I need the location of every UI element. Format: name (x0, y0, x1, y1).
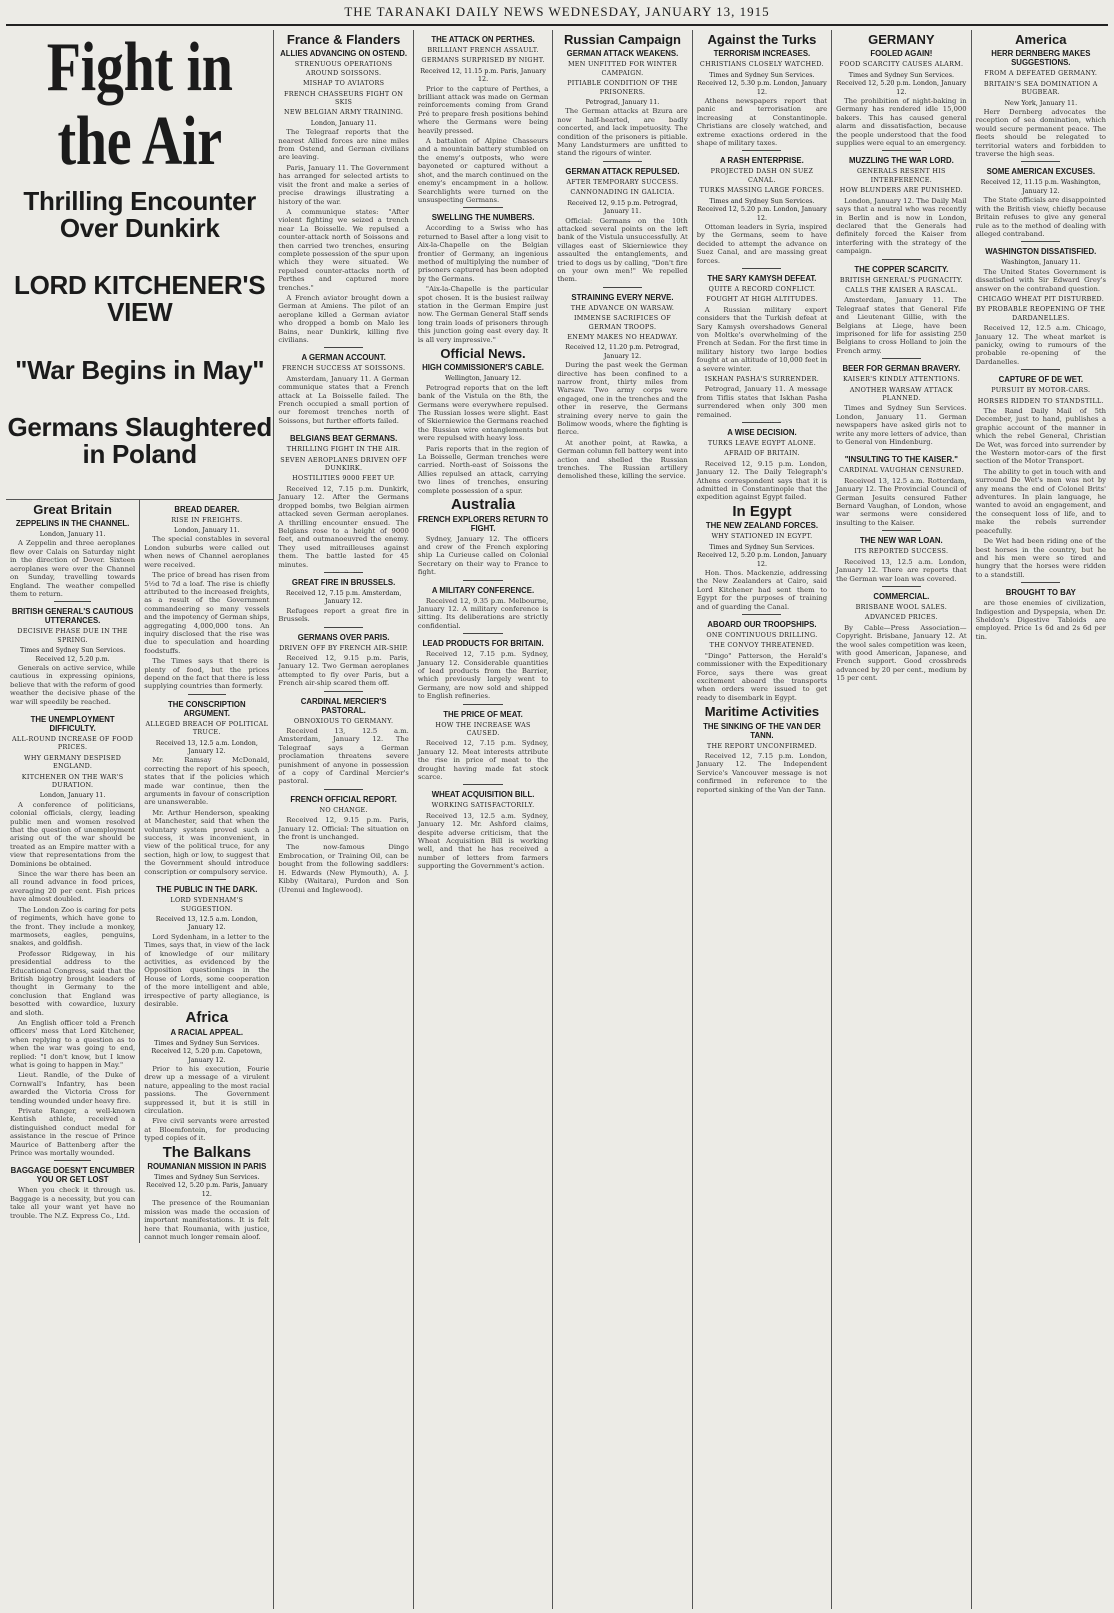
divider (188, 694, 226, 695)
subheading: ONE CONTINUOUS DRILLING. (706, 630, 818, 639)
divider (742, 614, 781, 615)
advert-heading: BROUGHT TO BAY (1005, 588, 1076, 598)
subheading: KITCHENER ON THE WAR'S DURATION. (21, 772, 124, 790)
article-text: Paris reports that in the region of La Boisselle, German trenches were carried. North-east of Soissons the Allies repulsed an attack, carrying two lines of trenches, ensuring complete possession of a spur. (417, 444, 549, 495)
article-text: Received 12, 7.15 p.m. Sydney, January 12. Meat interests attribute the rise in price of meat to the drought having made fat stock scarce. (417, 739, 549, 782)
article-text: A Zeppelin and three aeroplanes flew over Calais on Saturday night in the direction of Dover. Sixteen aeroplanes were over the Channel on Sunday, travelling towards England. The weather compelled them to return. (10, 539, 136, 598)
article-heading: GREAT FIRE IN BRUSSELS. (291, 577, 396, 587)
america-column (971, 30, 1110, 1609)
article-text: The Telegraaf reports that the nearest Allied forces are nine miles from Ostend, and German civilians are leaving. (278, 128, 409, 162)
article-heading: A WISE DECISION. (727, 428, 797, 438)
article-text: Received 12, 9.35 p.m. Melbourne, January 12. A military conference is sitting. Its deliberations are strictly confidential. (417, 596, 549, 630)
article-text: "Aix-la-Chapelle is the particular spot chosen. It is the busiest railway station in the German Empire just now. The German General Staff sends long train loads of prisoners through this junction going east every day. It is all very impressive." (417, 285, 549, 344)
columns (6, 30, 1110, 1609)
divider (882, 150, 921, 151)
article-text: A communique states: "After violent fighting we seized a trench near La Boisselle. We repulsed a counter-attack north of Soissons and then carried two trenches, ensuring complete possession of the spur upon which they were situated. We repulsed counter-attacks north of Perthes and captured more trenches." (278, 207, 409, 292)
article-text: Professor Ridgeway, in his presidential address to the Educational Congress, said that the British bigotry brought leaders of thought in Germany to the conclusion that England was besotted with cowardice, luxury and sloth. (10, 949, 136, 1017)
section-heading: Russian Campaign (563, 32, 681, 47)
article-text: Received 13, 12.5 a.m. London, January 12. There are reports that the German war loan was covered. (836, 557, 967, 583)
article-text: Amsterdam, January 11. A German communique states that a French attack at La Boisselle failed. The French occupied a small portion of our foremost trenches north of Soissons, but further efforts failed. (278, 374, 409, 425)
subheading: BY PROBABLE REOPENING OF THE DARDANELLES. (976, 305, 1106, 322)
article-text: Since the war there has been an all round advance in food prices, averaging 20 per cent. Fish prices have almost doubled. (10, 870, 136, 904)
divider (463, 784, 502, 785)
article-heading: GERMAN ATTACK WEAKENS. (566, 49, 679, 59)
article-text: "Dingo" Patterson, the Herald's commissioner with the Expeditionary Force, says there was great excitement aboard the transports when orders were issued to get ready to disembark in Egypt. (696, 651, 828, 702)
article-heading: FRENCH OFFICIAL REPORT. (290, 794, 397, 804)
subheading: LORD SYDENHAM'S SUGGESTION. (170, 896, 244, 913)
dateline: Washington, January 11. (1001, 258, 1081, 267)
section-heading: France & Flanders (286, 32, 401, 47)
subheading: CHRISTIANS CLOSELY WATCHED. (699, 60, 824, 69)
article-text: Amsterdam, January 11. The Telegraaf states that General Fife and Lieutenant Gillie, with the Belgians at Liege, have been imprisoned for life for assisting 250 Belgians to cross Holland to join the French army. (836, 296, 967, 355)
subheading: TURKS LEAVE EGYPT ALONE. (707, 439, 817, 448)
article-heading: CARDINAL MERCIER'S PASTORAL. (300, 696, 387, 715)
subheading: ITS REPORTED SUCCESS. (854, 547, 949, 556)
divider (324, 347, 363, 348)
subheading: ENEMY MAKES NO HEADWAY. (567, 332, 678, 341)
article-text: The United States Government is dissatisfied with Sir Edward Grey's answer on the contraband question. (975, 267, 1107, 293)
article-text: Mr. Arthur Henderson, speaking at Manchester, said that when the voluntary system proved such a success, it was inconvenient, in view of the political truce, for any section, high or low, to suggest that the Government should introduce conscription or compulsory service. (144, 808, 270, 876)
deck-4: Germans Slaughtered in Poland (7, 412, 272, 470)
masthead: THE TARANAKI DAILY NEWS WEDNESDAY, JANUARY 13, 1915 (6, 0, 1108, 26)
article-text: During the past week the German directive has been confined to a narrow front, thirty miles from Warsaw. Two army corps were engaged, one in the trenches and the other in reserve, the Germans straining every nerve to gain the Bolimow woods, where the fighting is fierce. (557, 361, 688, 437)
article-text: Sydney, January 12. The officers and crew of the French exploring ship La Curieuse called on Colonial Secretary on their way to France to fight. (417, 534, 549, 577)
article-text: Ottoman leaders in Syria, inspired by the Germans, seem to have decided to attempt the advance on Suez Canal, and are massing great forces. (696, 222, 828, 265)
article-heading: THE ATTACK ON PERTHES. (431, 35, 535, 44)
subheading: BRILLIANT FRENCH ASSAULT. (427, 46, 539, 54)
dateline: Received 12, 11.15 p.m. Paris, January 12. (420, 66, 546, 84)
subheading: OBNOXIOUS TO GERMANY. (293, 716, 394, 725)
article-text: Private Ranger, a well-known Kentish athlete, received a distinguished conduct medal for assistance in the rescue of Prince Maurice of Battenberg after the Prince was mortally wounded. (10, 1107, 136, 1158)
article-text: De Wet had been riding one of the best horses in the country, but he and his men were so tired and hungry that the horses were ridden to a standstill. (975, 537, 1107, 579)
article-text: Petrograd, January 11. A message from Tiflis states that Iskhan Pasha surrendered when only 300 men remained. (696, 385, 828, 419)
subheading: AFTER TEMPORARY SUCCESS. (566, 177, 679, 186)
article-text: Received 12, 7.15 p.m. Sydney, January 12. Considerable quantities of lead products from the Barrier, which previously largely went to Germany, are now sold and shipped to English refineries. (417, 650, 549, 701)
dateline: Times and Sydney Sun Services. Received 12, 5.20 p.m. London, January 12. (697, 542, 827, 568)
article-text: Prior to his execution, Fourie drew up a message of a virulent nature, appealing to the most racial passions. The Government suppressed it, but it is still in circulation. (144, 1065, 270, 1116)
article-text: The price of bread has risen from 5½d to 7d a loaf. The rise is chiefly attributed to the increased freights, as a result of the Government commandeering so many vessels and the impotency of German ships, aggregating 4,000,000 tons. An inquiry disclosed that the rise was due to speculation and hoarding foodstuffs. (144, 571, 270, 655)
dateline: Received 13, 12.5 a.m. London, January 12. (155, 914, 258, 932)
section-heading: Maritime Activities (704, 704, 820, 720)
subheading: CHICAGO WHEAT PIT DISTURBED. (977, 294, 1105, 303)
article-text: Generals on active service, while cautious in expressing opinions, believe that with the reform of good weather the decisive phase of the war will speedily be reached. (10, 663, 136, 706)
article-text: Times and Sydney Sun Services. London, January 11. German newspapers have asked girls not to write any more letters of advice, than to General von Hindenburg. (836, 404, 967, 447)
subheading: AFRAID OF BRITAIN. (724, 449, 800, 458)
article-text: Received 12, 9.15 p.m. London, January 12. The Daily Telegraph's Athens correspondent says that it is admitted in Constantinople that the expedition against Egypt failed. (696, 459, 828, 502)
article-heading: A MILITARY CONFERENCE. (431, 585, 535, 595)
subheading: FRENCH SUCCESS AT SOISSONS. (281, 364, 406, 373)
great-britain-column (6, 500, 139, 1244)
article-heading: HERR DERNBERG MAKES SUGGESTIONS. (991, 49, 1091, 68)
article-text: Refugees report a great fire in Brussels. (278, 606, 409, 624)
article-text: The special constables in several London suburbs were called out when news of Channel aeroplanes were received. (144, 535, 270, 569)
dateline: London, January 11. (39, 530, 106, 539)
article-text: Official: Germans on the 10th attacked several points on the left bank of the Vistula unsuccessfully. At villages east of Skierniewice they assaulted the entanglements, and tried to dogs us by calling, "Don't fire on your own men!" We repelled them. (557, 216, 688, 284)
article-heading: ALLIES ADVANCING ON OSTEND. (280, 49, 408, 59)
article-text: Received 13, 12.5 a.m. Rotterdam, January 12. The Provincial Council of German Jesuits censured Father Bernard Vaughan, of London, whose war sermons were considered insulting to the Kaiser. (836, 476, 967, 527)
divider (882, 449, 921, 450)
article-text: At another point, at Rawka, a German column fell battery went into action and shelled the Russian trenches. The Russian artillery demolished these, killing the service. (557, 438, 688, 481)
article-text: By Cable—Press Association—Copyright. Brisbane, January 12. At the wool sales competition was keen, with good American, Japanese, and French support. Good crossbreds advanced by 20 per cent., medium by 15 per cent. (836, 623, 967, 683)
article-text: Paris, January 11. The Government has arranged for selected artists to visit the front and make a series of precise drawings illustrating a history of the war. (278, 163, 409, 206)
front-column (6, 30, 273, 1609)
article-text: A conference of politicians, colonial officials, clergy, leading public men and women resolved that the question of unemployment arising out of the war should be treated as an Empire matter with a view that representations from the Dominions be obtained. (10, 800, 136, 868)
subheading: ISKHAN PASHA'S SURRENDER. (704, 375, 820, 383)
dateline: Times and Sydney Sun Services. Received 12, 5.20 p.m. London, January 12. (697, 196, 827, 222)
subheading: HORSES RIDDEN TO STANDSTILL. (977, 396, 1104, 405)
article-text: The presence of the Roumanian mission was made the occasion of important manifestations. It is felt here that Roumania, with justice, cannot much longer remain aloof. (144, 1199, 270, 1241)
divider (882, 358, 921, 359)
subheading: DECISIVE PHASE DUE IN THE SPRING. (17, 627, 128, 644)
article-heading: THE UNEMPLOYMENT DIFFICULTY. (30, 714, 115, 733)
subheading: CANNONADING IN GALICIA. (570, 188, 675, 197)
section-heading: GERMANY (868, 32, 935, 47)
article-heading: THE COPPER SCARCITY. (854, 264, 949, 274)
dateline: Times and Sydney Sun Services. Received 12, 5.20 p.m. Capetown, January 12. (151, 1038, 263, 1064)
subheading: HOSTILITIES 9000 FEET UP. (292, 474, 396, 483)
article-heading: A RASH ENTERPRISE. (720, 156, 804, 166)
article-heading: MUZZLING THE WAR LORD. (848, 156, 954, 166)
divider (742, 422, 781, 423)
section-heading: The Balkans (162, 1143, 251, 1161)
dateline: Received 12, 11.20 p.m. Petrograd, January 12. (565, 343, 680, 360)
article-text: Received 12, 12.5 a.m. Chicago, January 12. The wheat market is panicky, owing to rumours of the probable re-opening of the Dardanelles. (975, 324, 1107, 366)
divider (882, 259, 921, 260)
article-heading: SWELLING THE NUMBERS. (431, 213, 535, 223)
subheading: GERMANS SURPRISED BY NIGHT. (421, 56, 545, 65)
dateline: Wellington, January 12. (445, 374, 522, 383)
divider (324, 428, 363, 429)
subheading: BRISBANE WOOL SALES. (855, 602, 948, 611)
deck-3: "War Begins in May" (15, 354, 265, 385)
divider (188, 879, 226, 880)
article-text: London, January 12. The Daily Mail says that a neutral who was recently in Berlin and is now in London, declared that the Generals had definitely forced the Kaiser from interfering with the strategy of the campaign. (836, 196, 967, 256)
subheading: THE REPORT UNCONFIRMED. (706, 741, 817, 750)
france-flanders-column (273, 30, 412, 1609)
subheading: DRIVEN OFF BY FRENCH AIR-SHIP. (279, 643, 409, 652)
subheading: CARDINAL VAUGHAN CENSURED. (839, 466, 964, 475)
subheading: QUITE A RECORD CONFLICT. (708, 284, 816, 293)
divider (324, 691, 363, 692)
subheading: FRENCH CHASSEURS FIGHT ON SKIS (283, 89, 404, 107)
dateline: Petrograd, January 11. (585, 98, 660, 107)
article-heading: "INSULTING TO THE KAISER." (844, 455, 958, 465)
subheading: RISE IN FREIGHTS. (171, 515, 243, 524)
article-text: The German attacks at Bzura are now half-hearted, are badly concerted, and lack impetuosity. The condition of the prisoners is pitiable. Many Landsturmers are unfitted to stand the rigours of winter. (557, 107, 688, 158)
subheading: IMMENSE SACRIFICES OF GERMAN TROOPS. (573, 314, 672, 331)
russian-campaign-column (552, 30, 691, 1609)
dateline: Received 12, 7.15 p.m. Amsterdam, January 12. (285, 588, 402, 606)
main-headline: Fight in the Air (46, 30, 233, 180)
divider (463, 704, 502, 705)
subheading: PROJECTED DASH ON SUEZ CANAL. (710, 167, 814, 184)
article-text: Lieut. Randle, of the Duke of Cornwall's Infantry, has been awarded the Victoria Cross for tending wounded under heavy fire. (10, 1071, 136, 1105)
against-turks-column (692, 30, 831, 1609)
article-heading: THE CONSCRIPTION ARGUMENT. (168, 699, 246, 718)
subheading: NEW BELGIAN ARMY TRAINING. (284, 108, 404, 117)
article-text: Received 12, 7.15 p.m. Dunkirk, January 12. After the Germans dropped bombs, two Belgian airmen attacked seven German aeroplanes. A thrilling encounter ensued. The Belgians rose to a height of 9000 feet, and outmanoeuvred the enemy. They used mitrailleuses against them. The battle lasted for 45 minutes. (278, 484, 409, 569)
subheading: GENERALS RESENT HIS INTERFERENCE. (857, 167, 946, 184)
dateline: Received 13, 12.5 a.m. London, January 12. (155, 738, 258, 756)
article-heading: THE PRICE OF MEAT. (443, 709, 523, 719)
article-heading: FRENCH EXPLORERS RETURN TO FIGHT. (417, 514, 549, 533)
article-heading: BEER FOR GERMAN BRAVERY. (842, 364, 961, 374)
article-text: Athens newspapers report that panic and terrorisation are increasing at Constantinople. Christians are closely watched, and extreme exactions ordered in the shape of military taxes. (696, 97, 828, 148)
subheading: NO CHANGE. (319, 805, 368, 814)
subheading: ALL-ROUND INCREASE OF FOOD PRICES. (12, 734, 134, 752)
article-heading: ABOARD OUR TROOPSHIPS. (707, 619, 817, 629)
dateline: London, January 11. (310, 118, 377, 127)
divider (1021, 582, 1060, 583)
article-heading: GERMANS OVER PARIS. (297, 632, 390, 642)
divider (54, 1160, 92, 1161)
article-heading: LEAD PRODUCTS FOR BRITAIN. (422, 639, 544, 649)
divider (324, 572, 363, 573)
divider (463, 207, 502, 208)
deck-1: Thrilling Encounter Over Dunkirk (23, 185, 257, 243)
dateline: New York, January 11. (1004, 98, 1078, 107)
article-heading: A GERMAN ACCOUNT. (301, 353, 386, 363)
subheading: FOUGHT AT HIGH ALTITUDES. (706, 295, 818, 304)
divider (742, 150, 781, 151)
divider (463, 580, 502, 581)
subheading: PURSUIT BY MOTOR-CARS. (991, 386, 1091, 395)
divider (54, 709, 92, 710)
subheading: KAISER'S KINDLY ATTENTIONS. (842, 375, 960, 384)
deck-2: LORD KITCHENER'S VIEW (14, 270, 266, 328)
divider (603, 161, 642, 162)
section-heading: Africa (185, 1009, 229, 1027)
section-heading: Official News. (440, 346, 526, 361)
dateline: Times and Sydney Sun Services. Received 12, 5.20 p.m. (19, 646, 126, 663)
dateline: Received 12, 9.15 p.m. Petrograd, January 11. (567, 198, 678, 216)
divider (1021, 161, 1060, 162)
subheading: MEN UNFITTED FOR WINTER CAMPAIGN. (567, 60, 678, 77)
subheading: THE CONVOY THREATENED. (709, 641, 815, 650)
article-heading: BELGIANS BEAT GERMANS. (289, 434, 398, 444)
subheading: ADVANCED PRICES. (864, 613, 938, 622)
divider (603, 287, 642, 288)
article-heading: CAPTURE OF DE WET. (998, 375, 1084, 385)
article-heading: GERMAN ATTACK REPULSED. (565, 166, 680, 176)
divider (882, 530, 921, 531)
article-text: An English officer told a French officers' mess that Lord Kitchener, when replying to a question as to when the war was going to end, replied: "I don't know, but I know what is going to happen in May." (10, 1018, 136, 1070)
article-text: A battalion of Alpine Chasseurs and a mountain battery stumbled on the enemy's outposts, who were bayoneted or captured without a shot, and the march continued on the enemy's encampment in a hollow. Searchlights were turned on the unsuspecting Germans. (417, 137, 549, 204)
article-text: Received 12, 9.15 p.m. Paris, January 12. Official: The situation on the front is unchanged. (278, 816, 409, 842)
article-text: The ability to get in touch with and surround De Wet's men was not by any means the end of Colonel Brits' adventures. In plain language, he wanted to avoid an engagement, and the consequent loss of life, and to make the rebels surrender peacefully. (975, 467, 1107, 535)
article-heading: A RACIAL APPEAL. (170, 1027, 244, 1037)
section-heading: Australia (450, 496, 516, 514)
advert-text: When you check it through us. Baggage is a necessity, but you can take all your want yet have no trouble. The N.Z. Express Co., Ltd. (10, 1186, 136, 1220)
article-text: Lord Sydenham, in a letter to the Times, says that, in view of the lack of knowledge of our military activities, as evidenced by the Opposition questionings in the House of Lords, some cooperation of the more intelligent and able, irrespective of party allegiance, is desirable. (144, 932, 270, 1008)
article-text: Hon. Thos. Mackenzie, addressing the New Zealanders at Cairo, said Lord Kitchener had sent them to Egypt for the purposes of training and of guarding the Canal. (696, 568, 828, 611)
article-text: The State officials are disappointed with the British view, chiefly because Britain refuses to give any general rule as to the method of dealing with alleged contraband. (975, 196, 1107, 238)
subheading: BRITISH GENERAL'S PUGNACITY. (839, 275, 963, 284)
article-heading: THE SINKING OF THE VAN DER TANN. (703, 721, 821, 740)
subheading: BRITAIN'S SEA DOMINATION A BUGBEAR. (983, 79, 1098, 97)
article-text: Mr. Ramsay McDonald, correcting the report of his speech, states that if the policies which made war continue, then the arguments in favour of conscription are unanswerable. (144, 756, 270, 807)
subheading: WORKING SATISFACTORILY. (431, 801, 535, 810)
article-text: Received 12, 7.15 p.m. London, January 12. The Independent Service's Vancouver message is not confirmed in reference to the reported sinking of the Van der Tann. (696, 752, 828, 794)
dateline: Times and Sydney Sun Services. Received 12, 5.30 p.m. London, January 12. (697, 70, 827, 96)
dateline: Received 12, 11.15 p.m. Washington, January 12. (980, 178, 1101, 195)
article-text: Received 13, 12.5 a.m. Amsterdam, January 12. The Telegraaf says a German proclamation threatens severe punishment of anyone in possession of a copy of Cardinal Mercier's pastoral. (278, 727, 409, 786)
article-heading: THE NEW WAR LOAN. (859, 536, 943, 546)
divider (742, 268, 781, 269)
subheading: FROM A DEFEATED GERMANY. (984, 69, 1098, 78)
subheading: FOOD SCARCITY CAUSES ALARM. (839, 60, 964, 69)
dateline: London, January 11. (39, 791, 106, 800)
subheading: ANOTHER WARSAW ATTACK PLANNED. (849, 385, 953, 402)
article-heading: BREAD DEARER. (174, 504, 240, 514)
article-text: Five civil servants were arrested at Bloemfontein, for producing typed copies of it. (144, 1117, 270, 1143)
article-text: A French aviator brought down a German at Amiens. The pilot of an aeroplane killed a German aviator who dropped a bomb on Malo les Bains, near Dunkirk, killing five civilians. (278, 293, 409, 344)
article-text: The prohibition of night-baking in Germany has rendered idle 15,000 bakers. This has caused general alarm and dissatisfaction, because the people understood that the food supplies were equal to an emergency. (836, 97, 967, 148)
dateline: Times and Sydney Sun Services. Received 12, 5.20 p.m. Paris, January 12. (146, 1173, 268, 1198)
subheading: WHY GERMANY DESPISED ENGLAND. (24, 753, 122, 771)
subheading: THRILLING FIGHT IN THE AIR. (286, 445, 401, 454)
divider (324, 789, 363, 790)
article-text: Received 13, 12.5 a.m. Sydney, January 12. Mr. Ashford claims, despite adverse criticism, that the Wheat Acquisition Bill is working well, and that he has received a number of letters from farmers supporting the Government's action. (417, 811, 549, 871)
bread-column (139, 500, 273, 1244)
article-text: The Times says that there is plenty of food, but the prices depend on the fact that there is less supplying countries than formerly. (144, 657, 270, 691)
subheading: ALLEGED BREACH OF POLITICAL TRUCE. (145, 719, 269, 737)
subheading: PITIABLE CONDITION OF THE PRISONERS. (567, 79, 678, 96)
dateline: Times and Sydney Sun Services. Received 12, 5.20 p.m. London, January 12. (836, 70, 967, 96)
subheading: HOW THE INCREASE WAS CAUSED. (435, 720, 531, 737)
article-heading: BRITISH GENERAL'S CAUTIOUS UTTERANCES. (11, 607, 134, 626)
advert-text: The now-famous Dingo Embrocation, or Training Oil, can be bought from the following saddlers: H. Edwards (New Plymouth), A. J. Kibby (Waitara), Purdon and Son (Urenui and Inglewood). (278, 843, 409, 894)
article-heading: WASHINGTON DISSATISFIED. (985, 247, 1097, 257)
germany-column (831, 30, 970, 1609)
article-heading: THE NEW ZEALAND FORCES. (705, 521, 819, 531)
article-heading: ZEPPELINS IN THE CHANNEL. (15, 519, 130, 529)
article-heading: TERRORISM INCREASES. (713, 49, 811, 59)
perthes-column (413, 30, 552, 1609)
article-heading: WHEAT ACQUISITION BILL. (431, 790, 535, 800)
subheading: HOW BLUNDERS ARE PUNISHED. (839, 186, 963, 195)
divider (882, 586, 921, 587)
article-heading: THE PUBLIC IN THE DARK. (156, 885, 258, 895)
section-heading: In Egypt (732, 502, 792, 520)
divider (1021, 241, 1060, 242)
advert-heading: BAGGAGE DOESN'T ENCUMBER YOU OR GET LOST (10, 1166, 135, 1185)
article-text: The Rand Daily Mail of 5th December, just to hand, publishes a graphic account of the manner in which the rebel General, Christian De Wet, was forced into surrender by the Western motor-cars of the first section of the Motor Transport. (975, 407, 1107, 466)
subheading: CALLS THE KAISER A RASCAL. (845, 285, 958, 294)
advert-text: are those enemies of civilization, Indigestion and Dyspepsia, when Dr. Sheldon's Digestive Tabloids are employed. Price 1s 6d and 2s 6d per tin. (975, 599, 1107, 641)
article-text: A Russian military expert considers that the Turkish defeat at Sary Kamysh overshadows General von Moltke's overwhelming of the French at Sedan. For the first time in military history two large bodies fought at an altitude of 10,000 feet in a severe winter. (696, 305, 828, 373)
subheading: TURKS MASSING LARGE FORCES. (699, 186, 825, 195)
article-text: Received 12, 9.15 p.m. Paris, January 12. Two German aeroplanes attempted to fly over Paris, but a French air-ship scared them off. (278, 653, 409, 688)
subheading: SEVEN AEROPLANES DRIVEN OFF DUNKIRK. (280, 455, 407, 473)
article-text: According to a Swiss who has returned to Basel after a long visit to Aix-la-Chapelle on the Belgian frontier of Germany, an ingenious method of multiplying the number of prisoners captured has been adopted by the Germans. (417, 224, 549, 283)
subheading: MISHAP TO AVIATORS (302, 79, 385, 88)
section-heading: America (1015, 32, 1067, 47)
article-text: Prior to the capture of Perthes, a brilliant attack was made on German reinforcements coming from Grand Pré to prepare fresh positions behind where the Germans were being heavily pressed. (417, 84, 549, 135)
article-text: Herr Dernberg advocates the reception of sea domination, which would secure permanent peace. The fleets should be relegated to territorial waters and forbidden to traverse the high seas. (975, 108, 1107, 159)
article-heading: SOME AMERICAN EXCUSES. (986, 167, 1096, 177)
article-heading: ROUMANIAN MISSION IN PARIS (147, 1162, 267, 1172)
front-subcolumns (6, 499, 273, 1244)
article-heading: FOOLED AGAIN! (870, 49, 933, 59)
divider (324, 627, 363, 628)
section-heading: Against the Turks (707, 32, 817, 47)
article-heading: HIGH COMMISSIONER'S CABLE. (422, 363, 544, 373)
divider (1021, 369, 1060, 370)
article-text: The London Zoo is caring for pets of regiments, which have gone to the front. They include a monkey, marmosets, eagles, penguins, snakes, and goldfish. (10, 905, 136, 948)
section-heading: Great Britain (33, 501, 112, 517)
divider (54, 601, 92, 602)
article-heading: STRAINING EVERY NERVE. (571, 292, 674, 302)
subheading: THE ADVANCE ON WARSAW. (570, 303, 675, 312)
subheading: STRENUOUS OPERATIONS AROUND SOISSONS. (294, 60, 393, 77)
article-text: Petrograd reports that on the left bank of the Vistula on the 8th, the Germans were everywhere repulsed. The Russian losses were slight. East of Skierniewice the Germans reached the Russian wire entanglements but were repulsed with heavy loss. (417, 383, 549, 443)
article-heading: COMMERCIAL. (873, 591, 930, 601)
subheading: WHY STATIONED IN EGYPT. (711, 532, 813, 541)
divider (463, 633, 502, 634)
article-heading: THE SARY KAMYSH DEFEAT. (707, 273, 817, 283)
dateline: London, January 11. (174, 526, 240, 535)
